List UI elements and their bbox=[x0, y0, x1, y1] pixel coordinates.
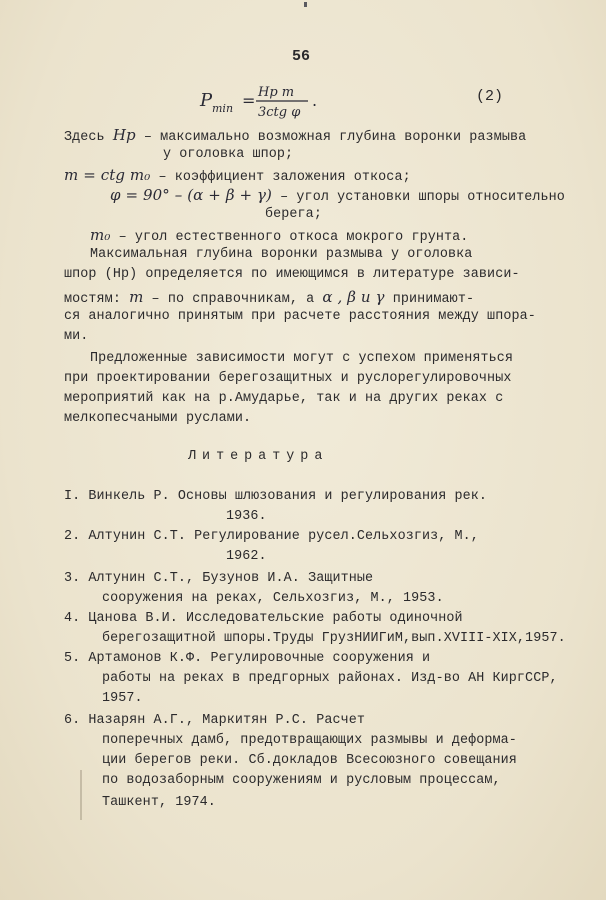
reference-1-line-1: I. Винкель Р. Основы шлюзования и регулирования рек. bbox=[64, 489, 488, 504]
formula-2 bbox=[198, 82, 348, 122]
reference-5-line-1: 5. Артамонов К.Ф. Регулировочные сооружения и bbox=[64, 651, 431, 666]
m-symbol: m = ctg m₀ bbox=[64, 166, 151, 184]
formula-lhs-subscript: min bbox=[212, 102, 234, 115]
paragraph-2-line-4: мелкопесчаными руслами. bbox=[64, 411, 252, 426]
svg-text:.: . bbox=[312, 91, 318, 110]
equation-number: (2) bbox=[476, 88, 504, 105]
paragraph-1-line-3: мостям: m – по справочникам, а α , β и γ принимают- bbox=[64, 288, 475, 307]
reference-6-line-4: по водозаборным сооружениям и русловым процессам, bbox=[102, 773, 501, 788]
reference-6-line-5: Ташкент, 1974. bbox=[102, 795, 216, 810]
reference-6-line-3: ции берегов реки. Сб.докладов Всесоюзного совещания bbox=[102, 753, 517, 768]
phi-symbol: φ = 90° – (α + β + γ) bbox=[110, 186, 273, 204]
definition-m: m = ctg m₀ – коэффициент заложения откоса; bbox=[64, 166, 411, 185]
reference-6-line-2: поперечных дамб, предотвращающих размывы и деформа- bbox=[102, 733, 517, 748]
page-crease bbox=[80, 770, 82, 820]
paragraph-2-line-3: мероприятий как на р.Амударье, так и на других реках с bbox=[64, 391, 504, 406]
definition-phi-cont: берега; bbox=[265, 207, 322, 222]
formula-denominator: 3ctg φ bbox=[258, 105, 301, 120]
paragraph-1-line-2: шпор (Нр) определяется по имеющимся в литературе зависи- bbox=[64, 267, 520, 282]
paragraph-2-line-1: Предложенные зависимости могут с успехом применяться bbox=[90, 351, 514, 366]
reference-1-line-2: 1936. bbox=[226, 509, 267, 524]
reference-3-line-1: 3. Алтунин С.Т., Бузунов И.А. Защитные bbox=[64, 571, 374, 586]
svg-text:=: = bbox=[242, 91, 256, 110]
reference-2-line-2: 1962. bbox=[226, 549, 267, 564]
paragraph-1-line-5: ми. bbox=[64, 329, 89, 344]
reference-5-line-3: 1957. bbox=[102, 691, 143, 706]
definition-m0: m₀ – угол естественного откоса мокрого грунта. bbox=[90, 226, 469, 245]
reference-2-line-1: 2. Алтунин С.Т. Регулирование русел.Сельхозгиз, М., bbox=[64, 529, 479, 544]
hp-symbol: Hp bbox=[112, 126, 136, 144]
reference-6-line-1: 6. Назарян А.Г., Маркитян Р.С. Расчет bbox=[64, 713, 366, 728]
paragraph-1-line-4: ся аналогично принятым при расчете расстояния между шпора- bbox=[64, 309, 536, 324]
definition-hp-cont: у оголовка шпор; bbox=[163, 147, 294, 162]
literature-heading: Литература bbox=[188, 449, 329, 464]
formula-lhs: P bbox=[200, 90, 213, 111]
reference-4-line-2: берегозащитной шпоры.Труды ГрузНИИГиМ,вып.ХVIII-XIX,1957. bbox=[102, 631, 566, 646]
scan-mark bbox=[304, 2, 307, 7]
reference-3-line-2: сооружения на реках, Сельхозгиз, М., 1953. bbox=[102, 591, 444, 606]
paragraph-2-line-2: при проектировании берегозащитных и руслорегулировочных bbox=[64, 371, 512, 386]
paragraph-1-line-1: Максимальная глубина воронки размыва у оголовка bbox=[90, 247, 473, 262]
reference-5-line-2: работы на реках в предгорных районах. Изд-во АН КиргССР, bbox=[102, 671, 558, 686]
reference-4-line-1: 4. Цанова В.И. Исследовательские работы одиночной bbox=[64, 611, 463, 626]
page-number: 56 bbox=[292, 48, 311, 65]
formula-numerator: Hp m bbox=[258, 85, 295, 100]
definition-hp: Здесь Hp – максимально возможная глубина воронки размыва bbox=[64, 126, 527, 145]
definition-phi: φ = 90° – (α + β + γ) – угол установки шпоры относительно bbox=[110, 186, 565, 205]
m0-symbol: m₀ bbox=[90, 226, 111, 244]
